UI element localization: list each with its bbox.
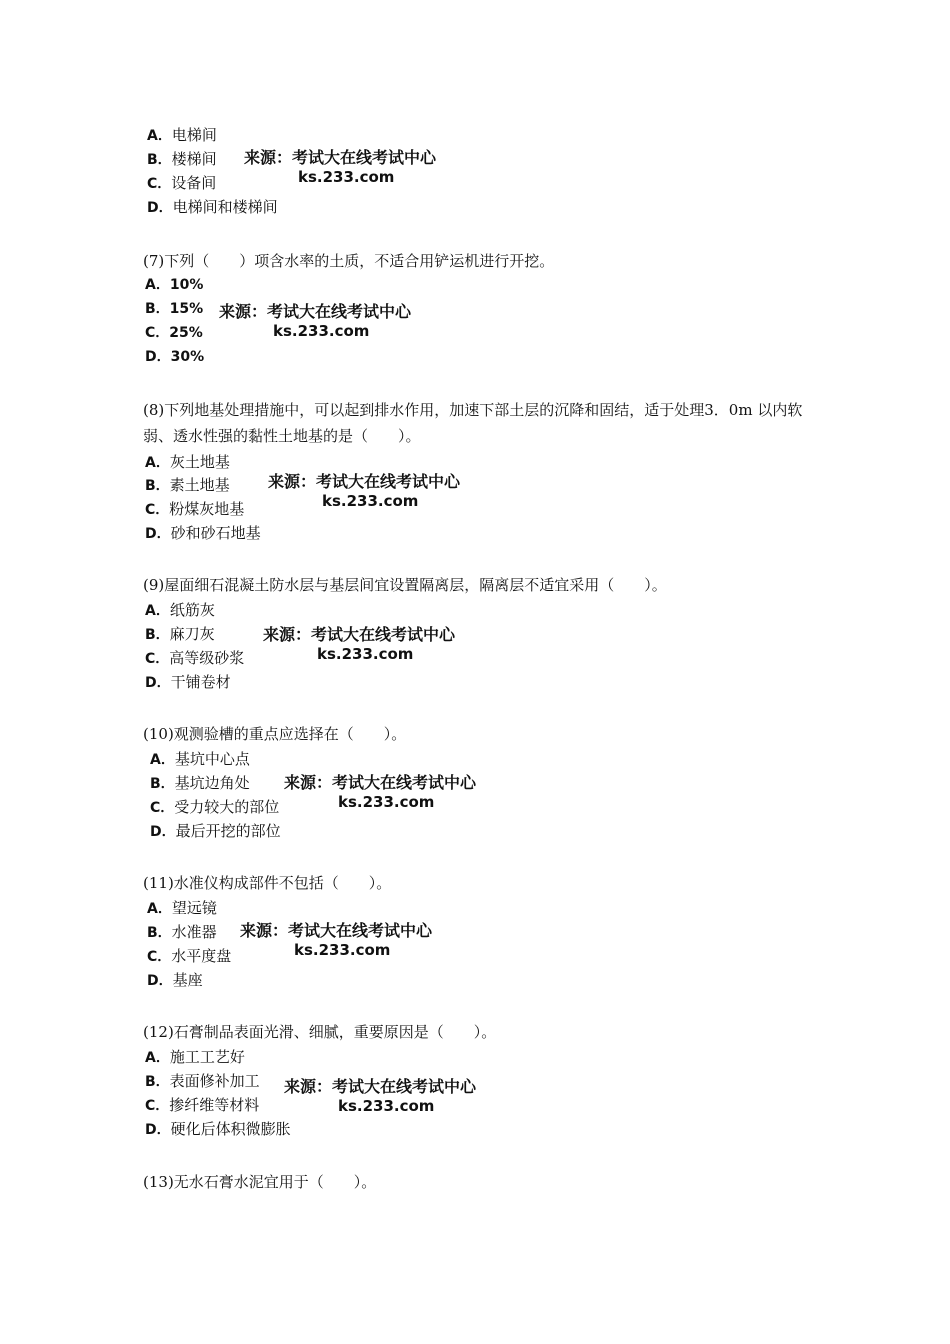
watermark: 来源：考试大在线考试中心 ks.233.com [284,773,477,811]
question-11: (11)水准仪构成部件不包括（ ）。 [143,874,392,892]
option-b: B．水准器 [147,923,217,941]
question-13: (13)无水石膏水泥宜用于（ ）。 [143,1173,377,1191]
option-c: C．受力较大的部位 [150,798,280,816]
option-a: A．10% [145,277,204,293]
option-d: D．干铺卷材 [145,673,231,691]
option-b: B．素土地基 [145,476,230,494]
question-12: (12)石膏制品表面光滑、细腻，重要原因是（ ）。 [143,1023,497,1041]
option-d: D．砂和砂石地基 [145,524,261,542]
option-b: B．15% [145,301,204,317]
option-a: A．灰土地基 [145,453,230,471]
option-b: B．基坑边角处 [150,774,250,792]
question-7: (7)下列（ ）项含水率的土质，不适合用铲运机进行开挖。 [143,252,555,270]
option-c: C．设备间 [147,174,217,192]
option-c: C．水平度盘 [147,947,232,965]
option-c: C．高等级砂浆 [145,649,245,667]
option-a: A．望远镜 [147,899,217,917]
watermark: 来源：考试大在线考试中心 ks.233.com [240,921,433,959]
watermark: 来源：考试大在线考试中心 ks.233.com [263,625,456,663]
option-b: B．表面修补加工 [145,1072,260,1090]
watermark: 来源：考试大在线考试中心 ks.233.com [284,1077,477,1115]
option-d: D．基座 [147,971,203,989]
option-c: C．粉煤灰地基 [145,500,245,518]
option-d: D．最后开挖的部位 [150,822,281,840]
option-d: D．电梯间和楼梯间 [147,198,278,216]
question-9: (9)屋面细石混凝土防水层与基层间宜设置隔离层，隔离层不适宜采用（ ）。 [143,576,667,594]
watermark: 来源：考试大在线考试中心 ks.233.com [268,472,461,510]
question-8: (8)下列地基处理措施中，可以起到排水作用，加速下部土层的沉降和固结，适于处理3．0m 以内软弱、透水性强的黏性土地基的是（ ）。 [143,401,803,445]
option-a: A．基坑中心点 [150,750,250,768]
option-b: B．楼梯间 [147,150,217,168]
option-d: D．30% [145,349,205,365]
option-b: B．麻刀灰 [145,625,215,643]
option-d: D．硬化后体积微膨胀 [145,1120,291,1138]
option-a: A．施工工艺好 [145,1048,245,1066]
watermark: 来源：考试大在线考试中心 ks.233.com [244,148,437,186]
question-10: (10)观测验槽的重点应选择在（ ）。 [143,725,407,743]
option-a: A．纸筋灰 [145,601,215,619]
option-c: C．掺纤维等材料 [145,1096,260,1114]
watermark: 来源：考试大在线考试中心 ks.233.com [219,302,412,340]
option-a: A．电梯间 [147,126,217,144]
option-c: C．25% [145,325,203,341]
